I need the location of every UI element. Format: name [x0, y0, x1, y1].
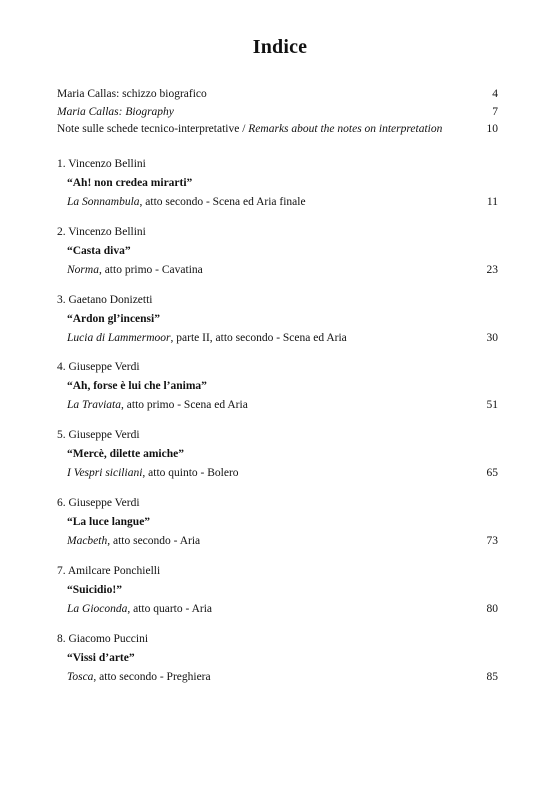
toc-entry-8[interactable]: [57, 631, 498, 699]
entry-composer: 2. Vincenzo Bellini: [57, 225, 146, 238]
toc-row-label-plain: Note sulle schede tecnico-interpretative /: [57, 123, 249, 135]
toc-entry-6[interactable]: [57, 495, 498, 563]
entry-detail: , atto primo - Cavatina: [98, 263, 203, 276]
entry-aria-title: “Vissi d’arte”: [67, 651, 135, 664]
entry-composer: 7. Amilcare Ponchielli: [57, 564, 161, 577]
entry-work: [57, 194, 498, 213]
entry-work: [57, 533, 498, 552]
toc-entry-3[interactable]: [57, 292, 498, 360]
entry-detail: , atto primo - Scena ed Aria: [121, 399, 248, 412]
toc-row-label: Maria Callas: Biography: [57, 105, 174, 118]
toc-row-page: 10: [486, 123, 498, 135]
entry-opera: La Sonnambula: [67, 196, 140, 208]
toc-entry-5[interactable]: [57, 427, 498, 495]
entry-work: [57, 262, 498, 281]
entry-page: 11: [486, 196, 498, 208]
entry-aria-title: “Suicidio!”: [67, 583, 122, 596]
intro-section: [57, 86, 498, 139]
entry-aria-title: “Casta diva”: [67, 244, 131, 257]
entry-work: [57, 465, 498, 484]
entry-composer: 4. Giuseppe Verdi: [57, 361, 140, 374]
entry-page: 30: [486, 331, 498, 344]
entry-work: [57, 397, 498, 416]
entry-page: 65: [486, 467, 498, 480]
entry-opera: I Vespri siciliani: [67, 467, 143, 480]
entry-composer: 8. Giacomo Puccini: [57, 632, 149, 645]
entry-detail: , atto quinto - Bolero: [142, 467, 239, 480]
entry-detail: , atto quarto - Aria: [127, 602, 213, 615]
toc-entry-2[interactable]: [57, 224, 498, 292]
entry-work: [57, 669, 498, 688]
entry-aria-title: “La luce langue”: [67, 515, 151, 528]
entry-opera: Norma: [67, 263, 99, 276]
entry-page: 73: [486, 534, 498, 547]
entry-work: [57, 330, 498, 349]
page-title: Indice: [252, 36, 308, 58]
entry-aria-title: “Ah, forse è lui che l’anima”: [67, 380, 207, 393]
toc-entry-1[interactable]: [57, 156, 498, 224]
entry-detail: , atto secondo - Scena ed Aria finale: [139, 196, 306, 208]
entry-detail: , atto secondo - Preghiera: [93, 670, 211, 683]
toc-entry-4[interactable]: [57, 359, 498, 427]
entry-detail: , atto secondo - Aria: [107, 534, 201, 547]
entry-opera: Tosca: [67, 670, 94, 683]
aria-entries: [57, 156, 498, 698]
entry-opera: Macbeth: [67, 534, 108, 547]
entry-work: [57, 601, 498, 620]
entry-page: 80: [486, 602, 498, 615]
toc-row-label: [57, 121, 442, 138]
entry-aria-title: “Mercè, dilette amiche”: [67, 448, 184, 461]
toc-entry-7[interactable]: [57, 563, 498, 631]
entry-page: 23: [486, 263, 498, 276]
entry-aria-title: “Ardon gl’incensi”: [67, 312, 160, 325]
entry-aria-title: “Ah! non credea mirarti”: [67, 177, 193, 189]
entry-composer: 3. Gaetano Donizetti: [57, 293, 153, 306]
entry-page: 85: [486, 670, 498, 683]
entry-detail: , parte II, atto secondo - Scena ed Aria: [170, 331, 347, 344]
entry-opera: La Traviata: [67, 399, 122, 412]
toc-row-biography-it[interactable]: [57, 86, 498, 104]
entry-composer: 1. Vincenzo Bellini: [57, 158, 146, 170]
toc-row-page: 7: [492, 105, 498, 118]
entry-page: 51: [486, 399, 498, 412]
toc-row-page: 4: [492, 88, 498, 100]
toc-row-label-italic: Remarks about the notes on interpretation: [248, 123, 443, 135]
entry-composer: 6. Giuseppe Verdi: [57, 496, 140, 509]
entry-composer: 5. Giuseppe Verdi: [57, 429, 140, 442]
entry-opera: La Gioconda: [67, 602, 128, 615]
toc-row-label: Maria Callas: schizzo biografico: [57, 88, 207, 100]
entry-opera: Lucia di Lammermoor: [67, 331, 171, 344]
toc-row-notes[interactable]: [57, 121, 498, 139]
toc-row-biography-en[interactable]: [57, 104, 498, 122]
